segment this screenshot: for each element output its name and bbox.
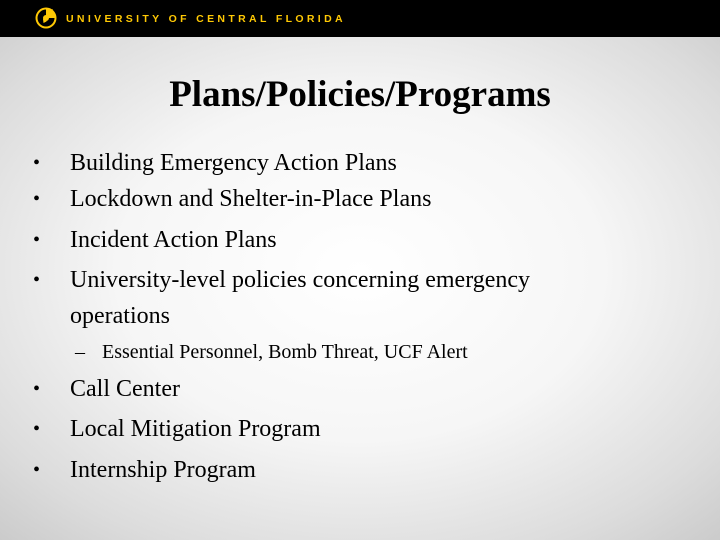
slide-title: Plans/Policies/Programs [169, 74, 551, 115]
list-item-text: University-level policies concerning emergency operations [70, 267, 531, 329]
list-item-text: Call Center [70, 376, 180, 402]
bullet-glyph: • [33, 378, 41, 400]
university-wordmark: UNIVERSITY OF CENTRAL FLORIDA [66, 13, 346, 25]
list-item-text: Incident Action Plans [70, 227, 277, 253]
sub-list-item-text: Essential Personnel, Bomb Threat, UCF Alert [102, 341, 468, 363]
pegasus-logo-icon [34, 6, 58, 30]
list-item-text: Local Mitigation Program [70, 416, 321, 442]
bullet-glyph: • [33, 152, 41, 174]
bullet-glyph: • [33, 459, 41, 481]
header-bar [0, 0, 720, 37]
list-item-text: Lockdown and Shelter-in-Place Plans [70, 186, 432, 212]
bullet-glyph: • [33, 418, 41, 440]
bullet-glyph: • [33, 269, 41, 291]
list-item-text: Internship Program [70, 457, 256, 483]
bullet-glyph: • [33, 188, 41, 210]
bullet-glyph: • [33, 229, 41, 251]
sub-bullet-glyph: – [75, 341, 85, 363]
list-item-text: Building Emergency Action Plans [70, 150, 397, 176]
